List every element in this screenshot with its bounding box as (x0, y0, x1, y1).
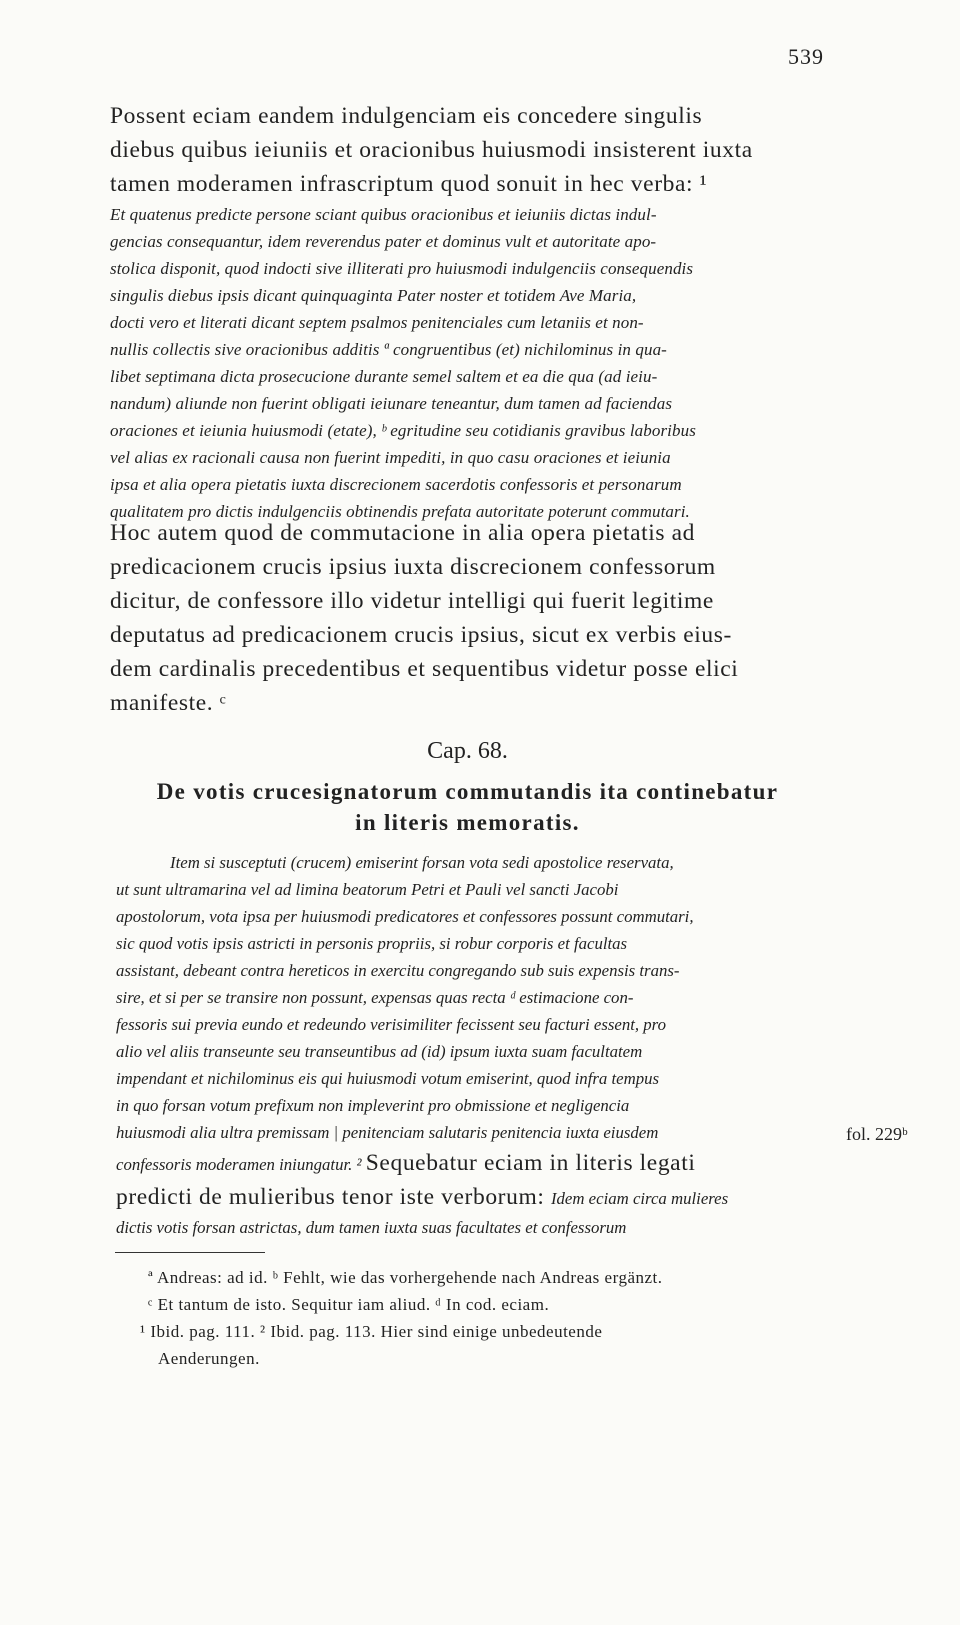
text-italic: confessoris moderamen iniungatur. ² (116, 1155, 366, 1174)
text-line: oraciones et ieiunia huiusmodi (etate), ᵇ egritudine seu cotidianis gravibus laboribus (110, 421, 696, 440)
chapter-number: Cap. 68. (427, 738, 508, 764)
text-line: Et quatenus predicte persone sciant quibus oracionibus et ieiuniis dictas indul- (110, 205, 657, 224)
footnote-rule (115, 1252, 265, 1253)
text-line: singulis diebus ipsis dicant quinquaginta Pater noster et totidem Ave Maria, (110, 286, 637, 305)
text-line: fessoris sui previa eundo et redeundo verisimiliter fecissent seu facturi essent, pro (116, 1015, 666, 1034)
text-line: qualitatem pro dictis indulgenciis obtinendis prefata autoritate poterunt commutari. (110, 502, 690, 521)
text-line: stolica disponit, quod indocti sive illiterati pro huiusmodi indulgenciis consequendis (110, 259, 694, 278)
text-italic: Idem eciam circa mulieres (550, 1189, 729, 1208)
text-line: manifeste. ᶜ (110, 690, 227, 716)
text-line: dicitur, de confessore illo videtur intelligi qui fuerit legitime (110, 588, 714, 614)
text-line: alio vel aliis transeunte seu transeuntibus ad (id) ipsum iuxta suam facultatem (116, 1042, 643, 1061)
text-roman: Sequebatur eciam in literis legati (365, 1150, 696, 1176)
footnote-line: ᶜ Et tantum de isto. Sequitur iam aliud. ᵈ In cod. eciam. (148, 1295, 550, 1314)
text-line: sire, et si per se transire non possunt, expensas quas recta ᵈ estimacione con- (116, 988, 634, 1007)
text-line (116, 1184, 728, 1211)
text-roman: predicti de mulieribus tenor iste verborum: (116, 1184, 551, 1210)
text-line: Possent eciam eandem indulgenciam eis concedere singulis (110, 103, 703, 129)
text-line: diebus quibus ieiuniis et oracionibus huiusmodi insisterent iuxta (110, 137, 753, 163)
text-line: dictis votis forsan astrictas, dum tamen iuxta suas facultates et confessorum (116, 1218, 627, 1237)
footnote-line: ¹ Ibid. pag. 111. ² Ibid. pag. 113. Hier sind einige unbedeutende (140, 1322, 603, 1341)
text-line: vel alias ex racionali causa non fuerint impediti, in quo casu oraciones et ieiunia (110, 448, 671, 467)
text-line: Item si susceptuti (crucem) emiserint forsan vota sedi apostolice reservata, (170, 853, 674, 872)
text-line: deputatus ad predicacionem crucis ipsius, sicut ex verbis eius- (110, 622, 732, 648)
text-line: impendant et nichilominus eis qui huiusmodi votum emiserint, quod infra tempus (116, 1069, 660, 1088)
text-line: dem cardinalis precedentibus et sequentibus videtur posse elici (110, 656, 739, 682)
chapter-heading-line-2: in literis memoratis. (355, 810, 580, 835)
text-line: predicacionem crucis ipsius iuxta discrecionem confessorum (110, 554, 716, 580)
text-line: ipsa et alia opera pietatis iuxta discrecionem sacerdotis confessoris et personarum (110, 475, 682, 494)
text-line: ut sunt ultramarina vel ad limina beatorum Petri et Pauli vel sancti Jacobi (116, 880, 619, 899)
text-line: libet septimana dicta prosecucione durante semel saltem et ea die qua (ad ieiu- (110, 367, 658, 386)
text-line: docti vero et literati dicant septem psalmos penitenciales cum letaniis et non- (110, 313, 644, 332)
text-line: in quo forsan votum prefixum non impleverint pro obmissione et negligencia (116, 1096, 630, 1115)
text-line: assistant, debeant contra hereticos in exercitu congregando sub suis expensis trans- (116, 961, 680, 980)
text-line (116, 1150, 695, 1177)
text-line: nandum) aliunde non fuerint obligati ieiunare teneantur, dum tamen ad faciendas (110, 394, 673, 413)
text-line: tamen moderamen infrascriptum quod sonuit in hec verba: ¹ (110, 171, 708, 197)
text-line: huiusmodi alia ultra premissam | penitenciam salutaris penitencia iuxta eiusdem (116, 1123, 659, 1142)
margin-note: fol. 229ᵇ (846, 1124, 908, 1144)
chapter-heading-line-1: De votis crucesignatorum commutandis ita continebatur (156, 779, 779, 804)
text-line: nullis collectis sive oracionibus additis ª congruentibus (et) nichilominus in qua- (110, 340, 667, 359)
footnote-line: Aenderungen. (158, 1349, 260, 1368)
footnote-line: ª Andreas: ad id. ᵇ Fehlt, wie das vorhergehende nach Andreas ergänzt. (148, 1268, 663, 1287)
text-line: gencias consequantur, idem reverendus pater et dominus vult et autoritate apo- (110, 232, 657, 251)
page-number: 539 (788, 44, 824, 69)
text-line: Hoc autem quod de commutacione in alia opera pietatis ad (110, 520, 696, 546)
text-line: apostolorum, vota ipsa per huiusmodi predicatores et confessores possunt commutari, (116, 907, 694, 926)
text-line: sic quod votis ipsis astricti in personis propriis, si robur corporis et facultas (116, 934, 628, 953)
